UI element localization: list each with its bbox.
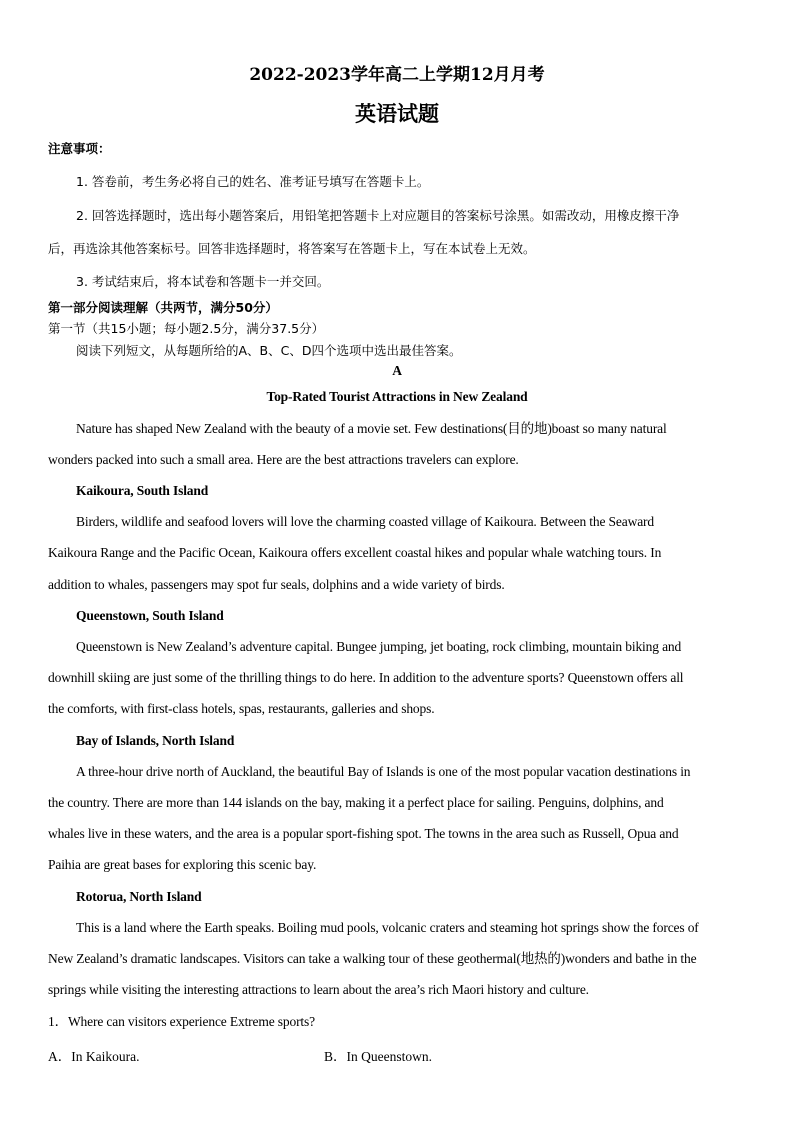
kaikoura-line-2: Kaikoura Range and the Pacific Ocean, Kaikoura offers excellent coastal hikes and popular whale watching tours. In (48, 545, 662, 560)
rotorua-line-2: New Zealand’s dramatic landscapes. Visitors can take a walking tour of these geothermal(地热的)wonders and bathe in the (48, 951, 697, 966)
kaikoura-line-3: addition to whales, passengers may spot fur seals, dolphins and a wide variety of birds. (48, 577, 505, 592)
queenstown-line-3: the comforts, with first-class hotels, spas, restaurants, galleries and shops. (48, 701, 435, 716)
kaikoura-heading: Kaikoura, South Island (76, 483, 209, 498)
rotorua-line-3: springs while visiting the interesting attractions to learn about the area’s rich Maori history and culture. (48, 982, 589, 997)
question-1-option-a: A．In Kaikoura. (48, 1049, 140, 1064)
rotorua-line-1: This is a land where the Earth speaks. Boiling mud pools, volcanic craters and steaming hot springs show the forces of (76, 920, 699, 935)
bay-line-2: the country. There are more than 144 islands on the bay, making it a perfect place for sailing. Penguins, dolphins, and (48, 795, 664, 810)
kaikoura-line-1: Birders, wildlife and seafood lovers will love the charming coasted village of Kaikoura. Between the Seaward (76, 514, 654, 529)
notice-item-2-line-2: 后，再选涂其他答案标号。回答非选择题时，将答案写在答题卡上，写在本试卷上无效。 (48, 241, 536, 256)
bay-line-4: Paihia are great bases for exploring this scenic bay. (48, 857, 317, 872)
notice-heading: 注意事项： (48, 141, 111, 156)
queenstown-line-1: Queenstown is New Zealand’s adventure capital. Bungee jumping, jet boating, rock climbing, mountain biking and (76, 639, 682, 654)
passage-letter: A (392, 363, 402, 378)
part-title: 第一部分阅读理解（共两节，满分50分） (48, 300, 278, 315)
instruction: 阅读下列短文，从每题所给的A、B、C、D四个选项中选出最佳答案。 (76, 343, 462, 358)
notice-item-1: 1. 答卷前，考生务必将自己的姓名、准考证号填写在答题卡上。 (76, 174, 430, 189)
exam-title: 2022-2023学年高二上学期12月月考 (249, 65, 545, 85)
subsection-title: 第一节（共15小题；每小题2.5分，满分37.5分） (48, 321, 325, 336)
question-1-option-b: B．In Queenstown. (324, 1049, 432, 1064)
passage-title: Top-Rated Tourist Attractions in New Zealand (266, 389, 528, 404)
bay-line-1: A three-hour drive north of Auckland, the beautiful Bay of Islands is one of the most popular vacation destinations in (76, 764, 691, 779)
exam-subtitle: 英语试题 (355, 101, 439, 126)
notice-item-3: 3. 考试结束后，将本试卷和答题卡一并交回。 (76, 274, 330, 289)
queenstown-line-2: downhill skiing are just some of the thrilling things to do here. In addition to the adventure sports? Queenstown offers all (48, 670, 684, 685)
notice-item-2-line-1: 2. 回答选择题时，选出每小题答案后，用铅笔把答题卡上对应题目的答案标号涂黑。如需改动，用橡皮擦干净 (76, 208, 680, 223)
rotorua-heading: Rotorua, North Island (76, 889, 202, 904)
bay-line-3: whales live in these waters, and the area is a popular sport-fishing spot. The towns in the area such as Russell, Opua and (48, 826, 679, 841)
intro-line-1: Nature has shaped New Zealand with the beauty of a movie set. Few destinations(目的地)boast so many natural (76, 421, 667, 436)
question-1-stem: 1．Where can visitors experience Extreme sports? (48, 1014, 315, 1029)
intro-line-2: wonders packed into such a small area. Here are the best attractions travelers can explore. (48, 452, 519, 467)
bay-heading: Bay of Islands, North Island (76, 733, 235, 748)
queenstown-heading: Queenstown, South Island (76, 608, 224, 623)
